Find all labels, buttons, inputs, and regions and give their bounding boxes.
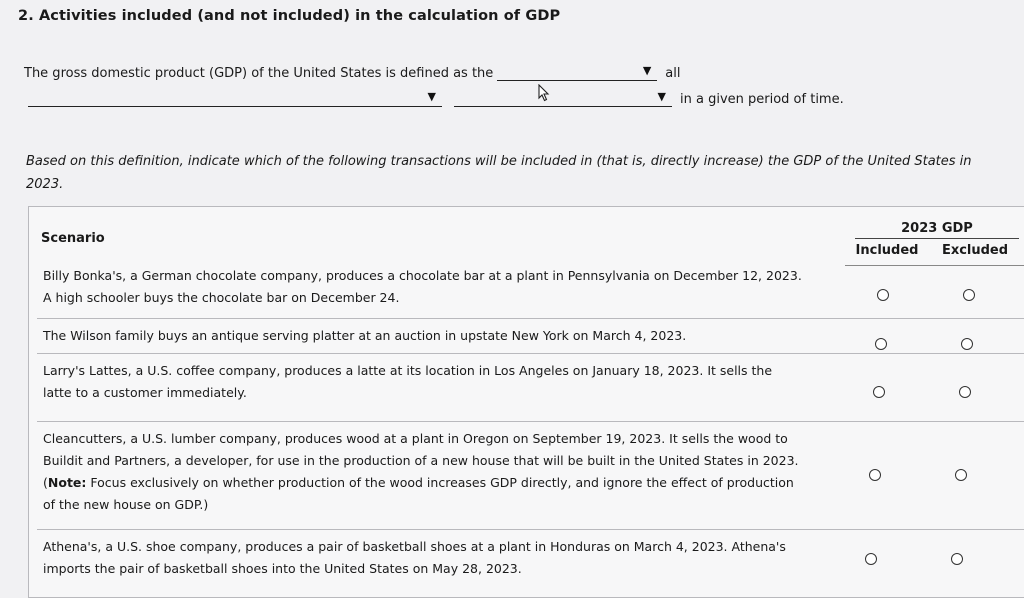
definition-prefix: The gross domestic product (GDP) of the United States is defined as the	[24, 66, 494, 81]
row-2-included-radio[interactable]	[875, 338, 887, 350]
row-1-included-radio[interactable]	[877, 289, 889, 301]
note-label: Note:	[47, 475, 87, 490]
dropdown-caret-icon: ▼	[657, 90, 666, 103]
blank-3-dropdown[interactable]	[454, 88, 672, 107]
row-3-excluded-radio[interactable]	[959, 386, 971, 398]
scenario-text: The Wilson family buys an antique serving platter at an auction in upstate New York on March 4, 2023.	[43, 328, 687, 343]
definition-line-2	[28, 88, 844, 107]
definition-line-1	[24, 62, 681, 81]
row-5-included-radio[interactable]	[865, 553, 877, 565]
instruction-text: Based on this definition, indicate which of the following transactions will be included in (that is, directly increase) the GDP of the United States in 2023.	[26, 154, 972, 192]
blank-1-dropdown[interactable]	[497, 62, 657, 81]
row-2-excluded-radio[interactable]	[961, 338, 973, 350]
mouse-pointer-icon	[537, 84, 551, 102]
row-4-excluded-radio[interactable]	[955, 469, 967, 481]
row-4-included-radio[interactable]	[869, 469, 881, 481]
scenario-text: Cleancutters, a U.S. lumber company, produces wood at a plant in Oregon on September 19, 2023. It sells the wood to Buildit and Partners, a developer, for use in the production of a new house that will be built in the United States in 2023. (Note: Focus exclusively on whether production of the wood increases GDP directly, and ignore the effect of production of the new house on GDP.)	[43, 431, 799, 512]
dropdown-caret-icon: ▼	[642, 64, 652, 77]
table-row	[37, 529, 1024, 598]
table-row	[37, 259, 1024, 315]
definition-all-text: all	[665, 66, 681, 81]
definition-suffix: in a given period of time.	[680, 92, 844, 107]
scenario-text: Billy Bonka's, a German chocolate company, produces a chocolate bar at a plant in Pennsylvania on December 12, 2023. A high schooler buys the chocolate bar on December 24.	[43, 268, 802, 305]
question-title: 2. Activities included (and not included) in the calculation of GDP	[18, 8, 561, 24]
dropdown-caret-icon: ▼	[427, 90, 436, 103]
excluded-header: Excluded	[941, 243, 1009, 258]
scenario-text: Larry's Lattes, a U.S. coffee company, produces a latte at its location in Los Angeles on January 18, 2023. It sells the latte to a customer immediately.	[43, 363, 773, 400]
gdp-2023-header: 2023 GDP	[855, 221, 1019, 239]
included-header: Included	[855, 243, 919, 258]
gdp-scenario-table	[28, 206, 1024, 598]
row-1-excluded-radio[interactable]	[963, 289, 975, 301]
blank-2-dropdown[interactable]	[28, 88, 442, 107]
scenario-header: Scenario	[41, 231, 105, 246]
row-3-included-radio[interactable]	[873, 386, 885, 398]
scenario-text: Athena's, a U.S. shoe company, produces a pair of basketball shoes at a plant in Honduras on March 4, 2023. Athena's imports the pair of basketball shoes into the United States on May 28, 2023.	[43, 539, 786, 576]
row-5-excluded-radio[interactable]	[951, 553, 963, 565]
